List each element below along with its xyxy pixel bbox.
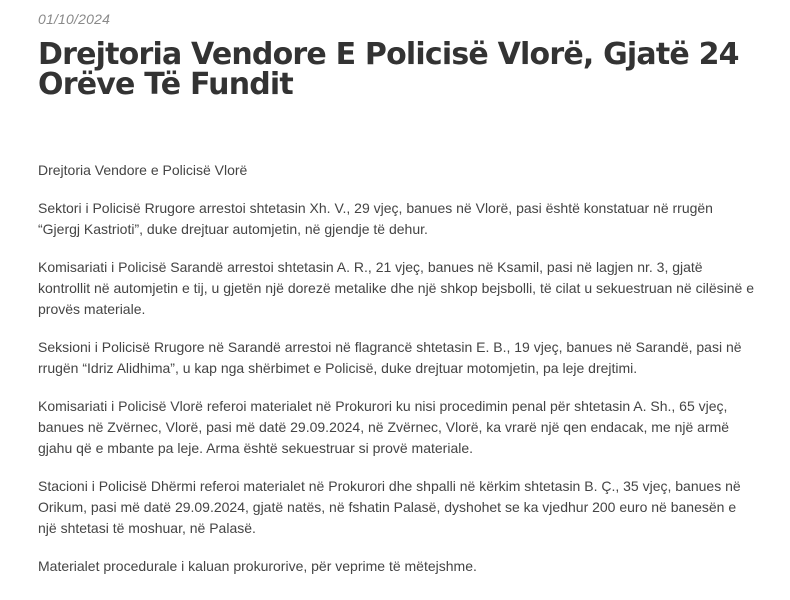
article-paragraph: Stacioni i Policisë Dhërmi referoi materialet në Prokurori dhe shpalli në kërkim shtetasin B. Ç., 35 vjeç, banues në Orikum, pasi më datë 29.09.2024, gjatë natës, në fshatin Palasë, dyshohet se ka vjedhur 200 euro në banesën e një shtetasi të moshuar, në Palasë. (38, 478, 741, 536)
article-paragraph: Materialet procedurale i kaluan prokurorive, për veprime të mëtejshme. (38, 558, 477, 574)
article-paragraph: Sektori i Policisë Rrugore arrestoi shtetasin Xh. V., 29 vjeç, banues në Vlorë, pasi është konstatuar në rrugën “Gjergj Kastrioti”, duke drejtuar automjetin, në gjendje të dehur. (38, 200, 713, 237)
article-body (38, 160, 758, 594)
article-paragraph: Komisariati i Policisë Sarandë arrestoi shtetasin A. R., 21 vjeç, banues në Ksamil, pasi në lagjen nr. 3, gjatë kontrollit në automjetin e tij, u gjetën një dorezë metalike dhe një shkop bejsbolli, të cilat u sekuestruan në cilësinë e provës materiale. (38, 259, 754, 317)
article-paragraph: Seksioni i Policisë Rrugore në Sarandë arrestoi në flagrancë shtetasin E. B., 19 vjeç, banues në Sarandë, pasi në rrugën “Idriz Alidhima”, u kap nga shërbimet e Policisë, duke drejtuar motomjetin, pa leje drejtimi. (38, 339, 742, 376)
article-title: Drejtoria Vendore E Policisë Vlorë, Gjatë 24 Orëve Të Fundit (38, 37, 739, 102)
article-date: 01/10/2024 (38, 11, 111, 27)
article-paragraph: Drejtoria Vendore e Policisë Vlorë (38, 162, 248, 178)
article-paragraph: Komisariati i Policisë Vlorë referoi materialet në Prokurori ku nisi procedimin penal për shtetasin A. Sh., 65 vjeç, banues në Zvërnec, Vlorë, pasi më datë 29.09.2024, në Zvërnec, Vlorë, ka vrarë një qen endacak, me një armë gjahu që e mbante pa leje. Arma është sekuestruar si provë materiale. (38, 398, 730, 456)
